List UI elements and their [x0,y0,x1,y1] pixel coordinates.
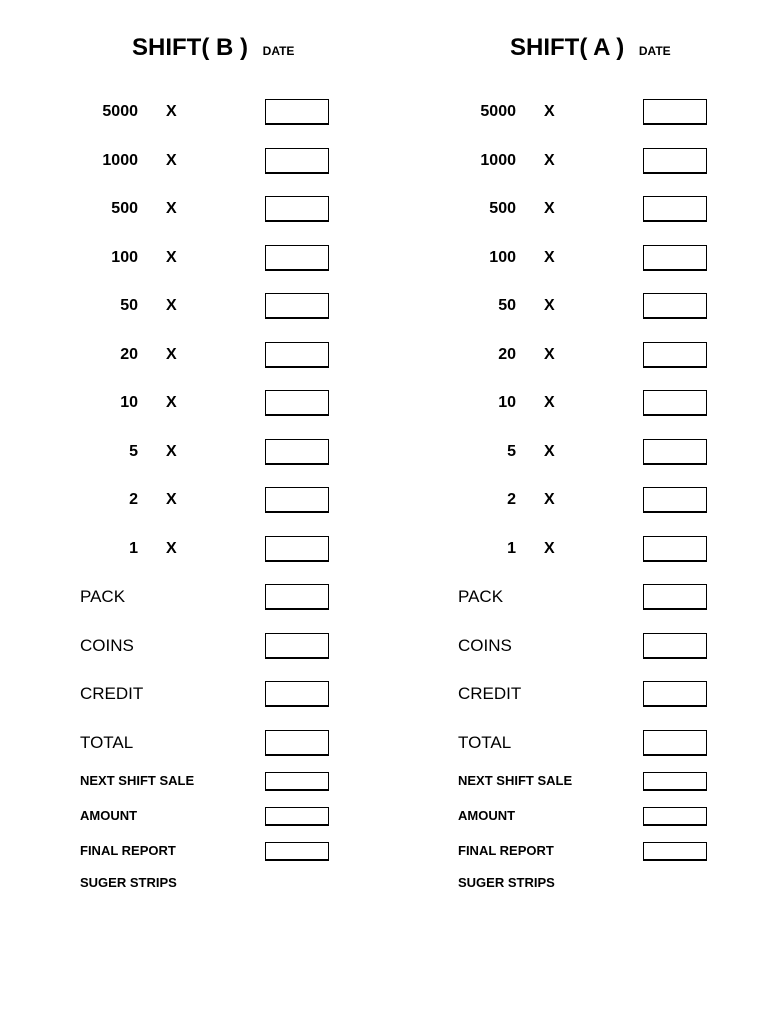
footer-row [0,873,384,903]
multiply-symbol: X [166,442,177,460]
multiply-symbol: X [544,248,555,266]
denomination-value: 1 [507,539,516,557]
multiply-symbol: X [166,200,177,217]
denomination-row [378,342,762,372]
detail-label: FINAL REPORT [458,843,554,858]
count-input-box[interactable] [265,99,329,125]
denomination-value: 1000 [102,151,138,169]
multiply-symbol: X [166,103,177,120]
shift-a-column [378,0,762,1024]
denomination-value: 100 [489,248,516,266]
denomination-value: 20 [120,345,138,363]
count-input-box[interactable] [643,536,707,562]
count-input-box[interactable] [265,196,329,222]
summary-row [0,633,384,663]
denomination-row [378,245,762,275]
detail-input-box[interactable] [643,807,707,826]
detail-row [0,841,384,871]
multiply-symbol: X [166,491,177,508]
denomination-value: 5000 [102,103,138,120]
denomination-value: 50 [120,297,138,314]
detail-input-box[interactable] [643,842,707,861]
shift-title [510,34,671,62]
summary-input-box[interactable] [265,681,329,707]
denomination-row [0,196,384,226]
count-input-box[interactable] [265,487,329,513]
denomination-value: 20 [498,345,516,363]
denomination-row [0,439,384,469]
denomination-value: 2 [129,491,138,508]
summary-row [378,584,762,614]
denomination-row [0,342,384,372]
denomination-value: 5 [129,442,138,460]
denomination-value: 500 [111,200,138,217]
multiply-symbol: X [166,248,177,266]
denomination-value: 100 [111,248,138,266]
count-input-box[interactable] [643,293,707,319]
denomination-value: 5000 [480,103,516,120]
multiply-symbol: X [166,394,177,411]
summary-row [378,633,762,663]
denomination-row [0,293,384,323]
detail-input-box[interactable] [265,807,329,826]
summary-row [0,584,384,614]
denomination-row [378,487,762,517]
date-label: DATE [638,44,671,58]
denomination-row [0,99,384,129]
multiply-symbol: X [166,539,177,557]
count-input-box[interactable] [643,487,707,513]
count-input-box[interactable] [643,390,707,416]
count-input-box[interactable] [265,293,329,319]
denomination-row [378,196,762,226]
count-input-box[interactable] [643,439,707,465]
detail-label: AMOUNT [80,808,138,823]
multiply-symbol: X [544,394,555,411]
multiply-symbol: X [166,297,177,314]
denomination-row [0,148,384,178]
denomination-row [378,439,762,469]
summary-label: PACK [458,587,504,606]
detail-input-box[interactable] [265,772,329,791]
denomination-row [0,536,384,566]
count-input-box[interactable] [643,342,707,368]
denomination-row [0,390,384,420]
denomination-value: 1 [129,539,138,557]
denomination-value: 1000 [480,151,516,169]
footer-label: SUGER STRIPS [458,875,555,890]
count-input-box[interactable] [265,245,329,271]
denomination-row [378,390,762,420]
shift-title-text: SHIFT( A ) [510,34,625,61]
summary-input-box[interactable] [643,681,707,707]
date-label: DATE [262,44,295,58]
summary-row [378,681,762,711]
denomination-row [0,487,384,517]
detail-row [378,806,762,836]
denomination-value: 50 [498,297,516,314]
multiply-symbol: X [544,442,555,460]
detail-label: FINAL REPORT [80,843,176,858]
denomination-value: 5 [507,442,516,460]
detail-row [0,806,384,836]
multiply-symbol: X [166,151,177,169]
summary-label: CREDIT [80,684,144,703]
count-input-box[interactable] [265,536,329,562]
summary-label: CREDIT [458,684,522,703]
denomination-value: 500 [489,200,516,217]
denomination-value: 10 [120,394,138,411]
summary-row [378,730,762,760]
denomination-row [378,99,762,129]
denomination-row [378,148,762,178]
count-input-box[interactable] [265,342,329,368]
denomination-row [0,245,384,275]
denomination-row [378,536,762,566]
detail-input-box[interactable] [265,842,329,861]
multiply-symbol: X [544,103,555,120]
summary-input-box[interactable] [265,730,329,756]
summary-row [0,681,384,711]
multiply-symbol: X [544,345,555,363]
summary-label: COINS [80,635,134,655]
count-input-box[interactable] [265,148,329,174]
detail-label: NEXT SHIFT SALE [80,773,195,788]
denomination-value: 2 [507,491,516,508]
multiply-symbol: X [544,491,555,508]
multiply-symbol: X [544,151,555,169]
multiply-symbol: X [544,297,555,314]
summary-label: TOTAL [458,732,512,752]
summary-input-box[interactable] [265,633,329,659]
denomination-value: 10 [498,394,516,411]
count-input-box[interactable] [265,439,329,465]
detail-label: AMOUNT [458,808,516,823]
detail-row [0,771,384,801]
detail-row [378,771,762,801]
denomination-row [378,293,762,323]
shift-title [132,34,294,62]
footer-label: SUGER STRIPS [80,875,177,890]
shift-title-text: SHIFT( B ) [132,34,248,61]
summary-input-box[interactable] [265,584,329,610]
count-input-box[interactable] [643,245,707,271]
detail-row [378,841,762,871]
summary-input-box[interactable] [643,730,707,756]
count-input-box[interactable] [643,99,707,125]
count-input-box[interactable] [643,196,707,222]
multiply-symbol: X [544,200,555,217]
summary-input-box[interactable] [643,584,707,610]
summary-row [0,730,384,760]
summary-label: PACK [80,587,126,606]
count-input-box[interactable] [643,148,707,174]
summary-input-box[interactable] [643,633,707,659]
detail-label: NEXT SHIFT SALE [458,773,573,788]
footer-row [378,873,762,903]
multiply-symbol: X [166,345,177,363]
multiply-symbol: X [544,539,555,557]
count-input-box[interactable] [265,390,329,416]
summary-label: COINS [458,635,512,655]
detail-input-box[interactable] [643,772,707,791]
summary-label: TOTAL [80,732,134,752]
